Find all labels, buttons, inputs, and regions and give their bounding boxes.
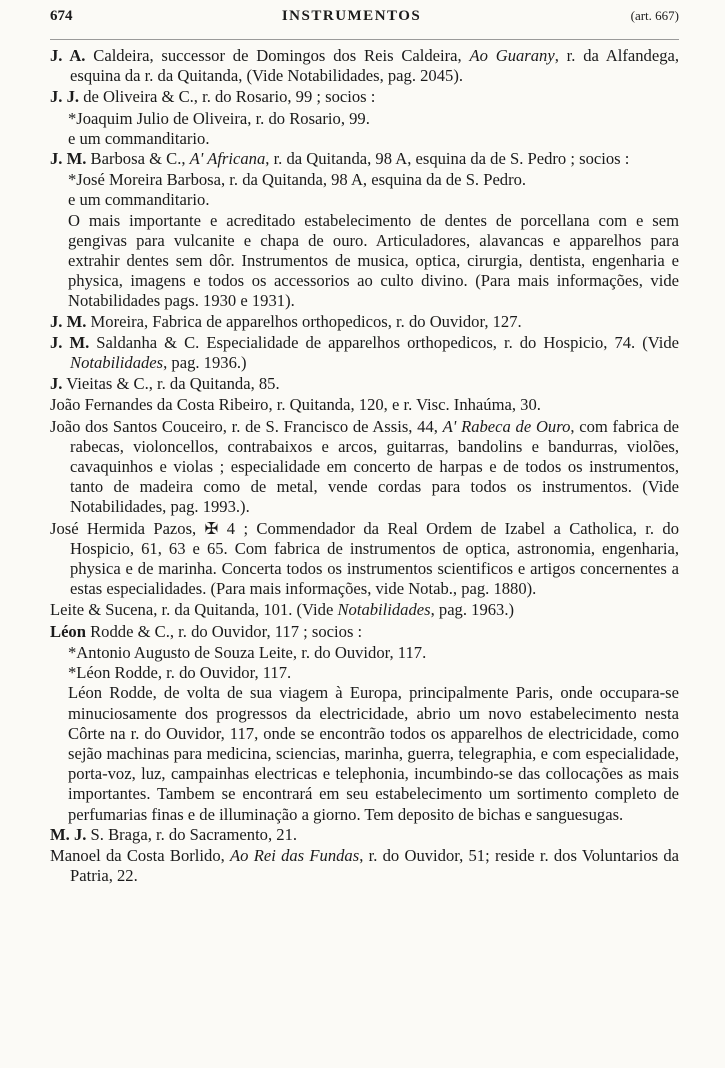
entry-initials: M. J. bbox=[50, 824, 87, 844]
entry-initials: J. M. bbox=[50, 332, 90, 352]
entry-text: Vieitas & C., r. da Quitanda, 85. bbox=[62, 374, 280, 394]
entry-text: João Fernandes da Costa Ribeiro, r. Quitanda, 120, e r. Visc. Inhaúma, 30. bbox=[50, 395, 541, 415]
entry-description: Léon Rodde, de volta de sua viagem à Europa, principalmente Paris, onde occupara-se minuciosamente dos progressos da electricidade, abrio um novo estabelecimento nesta Côrte na r. do Ouvidor, 117, onde se encontrão todos os apparelhos de electricidade, como sejão machinas para medicina, sciencias, marinha, guerra, telegraphia, e com especialidade, porta-voz, luz, campainhas electricas e telephonia, incumbindo-se das collocações as mais importantes. Tambem se encontrará em seu estabelecimento um sortimento completo de perfumarias finas e de illuminação a giorno. Tem deposito de bichas e sanguesugas. bbox=[68, 683, 679, 824]
article-reference: (art. 667) bbox=[630, 8, 679, 23]
entry-text: José Hermida Pazos, ✠ 4 ; Commendador da Real Ordem de Izabel a Catholica, r. do Hospicio, 61, 63 e 65. Com fabrica de instrumentos de optica, astronomia, engenharia, physica e de marinha. Concerta todos os instrumentos scientificos e artigos concernentes a estas especialidades. (Para mais informações, vide Notab., pag. 1880). bbox=[50, 518, 679, 599]
entry-text: Saldanha & C. Especialidade de apparelhos orthopedicos, r. do Hospicio, 74. (Vide bbox=[89, 332, 679, 352]
entry-text: Rodde & C., r. do Ouvidor, 117 ; socios : bbox=[85, 621, 363, 641]
entry-text: Caldeira, successor de Domingos dos Reis Caldeira, bbox=[85, 46, 470, 65]
entry-text-tail: , pag. 1963.) bbox=[430, 600, 515, 620]
entry-description: O mais importante e acreditado estabelecimento de dentes de porcellana com e sem gengivas para vulcanite e chapa de ouro. Articuladores, alavancas e apparelhos para extrahir dentes sem dôr. Instrumentos de musica, optica, cirurgia, dentista, engenharia e physica, imagens e todos os accessorios ao culto divino. (Para mais informações, vide Notabilidades pags. 1930 e 1931). bbox=[68, 210, 679, 311]
directory-entry bbox=[50, 417, 679, 518]
entry-shop-name: A' Africana bbox=[189, 149, 266, 169]
directory-entry bbox=[50, 600, 679, 620]
directory-entry bbox=[50, 622, 679, 642]
entry-shop-name: Notabilidades bbox=[70, 353, 164, 373]
directory-entry bbox=[50, 46, 679, 86]
entry-partner-line: *José Moreira Barbosa, r. da Quitanda, 98 A, esquina da de S. Pedro. bbox=[68, 170, 527, 190]
entry-partner-line: e um commanditario. bbox=[68, 190, 210, 210]
entry-partner-line: *Joaquim Julio de Oliveira, r. do Rosario, 99. bbox=[68, 108, 370, 128]
directory-entry bbox=[50, 395, 679, 415]
directory-entry bbox=[50, 519, 679, 600]
entry-initials: J. M. bbox=[50, 311, 87, 331]
entry-text: Barbosa & C., bbox=[86, 149, 190, 169]
entry-text: de Oliveira & C., r. do Rosario, 99 ; socios : bbox=[79, 87, 376, 107]
entry-initials: J. M. bbox=[50, 149, 87, 169]
running-header bbox=[50, 8, 679, 40]
directory-entry bbox=[50, 87, 679, 107]
entries-list bbox=[50, 46, 679, 886]
directory-entry bbox=[50, 312, 679, 332]
directory-entry bbox=[50, 846, 679, 886]
entry-text: S. Braga, r. do Sacramento, 21. bbox=[86, 824, 298, 844]
entry-text: João dos Santos Couceiro, r. de S. Francisco de Assis, 44, bbox=[50, 416, 443, 436]
entry-initials: Léon bbox=[50, 621, 86, 641]
page-number: 674 bbox=[50, 8, 73, 24]
entry-shop-name: A' Rabeca de Ouro bbox=[442, 416, 571, 436]
entry-initials: J. bbox=[50, 374, 63, 394]
entry-text-tail: , r. do Ouvidor, 51; reside r. dos Voluntarios da Patria, 22. bbox=[70, 845, 679, 886]
page-title: INSTRUMENTOS bbox=[281, 8, 422, 24]
entry-text: Moreira, Fabrica de apparelhos orthopedicos, r. do Ouvidor, 127. bbox=[86, 311, 522, 331]
entry-text-tail: , com fabrica de rabecas, violoncellos, contrabaixos e arcos, guitarras, bandolins e bandurras, violões, cavaquinhos e violas ; especialidade em concerto de harpas e de todos os instrumentos, tanto de madeira como de metal, vende cordas para todos os instrumentos. (Vide Notabilidades, pag. 1993.). bbox=[70, 416, 679, 517]
entry-text: Manoel da Costa Borlido, bbox=[50, 845, 231, 865]
entry-shop-name: Ao Guarany bbox=[469, 46, 555, 65]
directory-entry bbox=[50, 333, 679, 373]
entry-initials: J. A. bbox=[50, 46, 86, 65]
entry-text-tail: , pag. 1936.) bbox=[163, 353, 247, 373]
entry-text-tail: , r. da Quitanda, 98 A, esquina da de S. Pedro ; socios : bbox=[265, 149, 630, 169]
entry-shop-name: Notabilidades bbox=[337, 600, 431, 620]
entry-text-tail: , r. da Alfandega, esquina da r. da Quitanda, (Vide Notabilidades, pag. 2045). bbox=[70, 46, 680, 86]
directory-entry bbox=[50, 825, 679, 845]
entry-partner-line: *Antonio Augusto de Souza Leite, r. do Ouvidor, 117. bbox=[68, 642, 427, 662]
directory-entry bbox=[50, 374, 679, 394]
entry-text: Leite & Sucena, r. da Quitanda, 101. (Vide bbox=[50, 600, 338, 620]
entry-shop-name: Ao Rei das Fundas bbox=[230, 845, 360, 865]
entry-initials: J. J. bbox=[50, 87, 80, 107]
directory-entry bbox=[50, 149, 679, 169]
entry-partner-line: *Léon Rodde, r. do Ouvidor, 117. bbox=[68, 663, 292, 683]
entry-partner-line: e um commanditario. bbox=[68, 128, 210, 148]
